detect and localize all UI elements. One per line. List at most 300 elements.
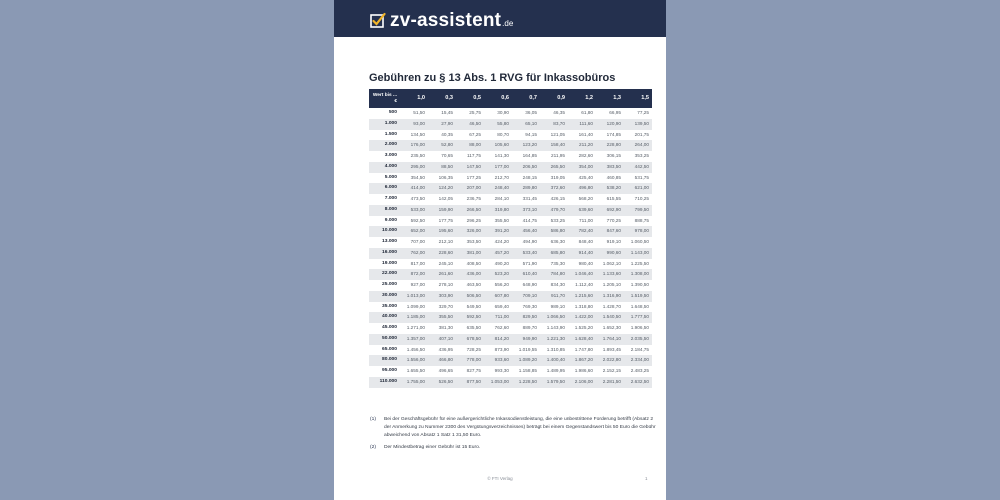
table-row (369, 205, 652, 216)
fee-cell: 326,00 (456, 226, 484, 237)
fee-cell: 212,70 (494, 174, 509, 180)
fee-cell: 571,90 (522, 260, 537, 266)
fee-cell: 490,20 (494, 260, 509, 266)
fee-cell: 105,60 (484, 140, 512, 151)
fee-cell: 70,65 (441, 153, 453, 158)
fee-cell: 88,00 (456, 140, 484, 151)
fee-cell: 174,85 (606, 131, 621, 137)
fee-cell: 1.318,80 (574, 303, 593, 309)
fee-cell: 373,10 (512, 205, 540, 216)
fee-cell: 55,80 (484, 119, 512, 130)
fee-cell: 889,70 (522, 325, 537, 330)
fee-cell: 1.143,90 (546, 325, 565, 330)
value-cell: 80.000 (369, 355, 400, 366)
brand-logo[interactable] (370, 8, 513, 30)
fee-cell: 460,85 (606, 174, 621, 180)
fee-cell: 556,20 (494, 282, 509, 287)
fee-cell: 1.986,60 (574, 368, 593, 373)
value-cell: 16.000 (369, 248, 400, 259)
fee-cell: 306,15 (606, 153, 621, 158)
column-header-rate: 1,2 (568, 89, 596, 108)
value-cell: 1.500 (384, 131, 397, 137)
fee-cell: 847,60 (596, 226, 624, 237)
column-header-rate: 0,7 (512, 89, 540, 108)
fee-cell: 319,80 (484, 205, 512, 216)
fee-cell: 1.019,55 (518, 346, 537, 352)
footnote (370, 416, 656, 440)
table-row (369, 259, 652, 270)
value-cell: 500 (388, 110, 397, 115)
fee-cell: 159,90 (428, 205, 456, 216)
fee-cell: 2.483,25 (630, 368, 649, 373)
fee-cell: 2.152,15 (602, 368, 621, 373)
fee-cell: 354,50 (410, 174, 425, 180)
fee-cell: 648,90 (522, 282, 537, 287)
table-row (369, 216, 652, 227)
fee-cell: 206,50 (512, 162, 540, 173)
fee-cell: 782,40 (568, 226, 596, 237)
table-row (369, 130, 652, 141)
table-row (369, 269, 652, 280)
fee-cell: 872,00 (400, 269, 428, 280)
fee-cell: 1.046,40 (568, 269, 596, 280)
fee-cell: 61,80 (581, 110, 593, 115)
fee-cell: 355,50 (494, 217, 509, 223)
header-bar (334, 0, 666, 37)
fee-cell: 40,35 (441, 131, 453, 137)
fee-cell: 659,40 (494, 303, 509, 309)
fee-cell: 353,50 (466, 239, 481, 244)
value-cell: 2.000 (369, 140, 400, 151)
fee-cell: 523,20 (484, 269, 512, 280)
fee-cell: 124,20 (428, 183, 456, 194)
fee-cell: 120,90 (596, 119, 624, 130)
fee-cell: 282,60 (578, 153, 593, 158)
fee-cell: 414,75 (522, 217, 537, 223)
fee-cell: 949,90 (512, 334, 540, 345)
fee-cell: 2.184,75 (630, 346, 649, 352)
fee-cell: 201,75 (634, 131, 649, 137)
fee-cell: 329,70 (438, 303, 453, 309)
fee-cell: 353,25 (634, 153, 649, 158)
fee-cell: 195,60 (428, 226, 456, 237)
fee-cell: 989,10 (550, 303, 565, 309)
table-row (369, 237, 652, 248)
fee-cell: 414,00 (400, 183, 428, 194)
fee-cell: 1.099,00 (406, 303, 425, 309)
fee-cell: 1.764,10 (596, 334, 624, 345)
fee-cell: 531,75 (634, 174, 649, 180)
fee-cell: 2.106,00 (568, 377, 596, 388)
fee-cell: 1.143,00 (624, 248, 652, 259)
table-row (369, 355, 652, 366)
fee-cell: 66,95 (609, 110, 621, 115)
fee-cell: 456,40 (512, 226, 540, 237)
fee-cell: 1.112,40 (575, 282, 593, 287)
fee-cell: 1.185,00 (400, 312, 428, 323)
fee-cell: 707,00 (410, 239, 425, 244)
value-cell: 40.000 (369, 312, 400, 323)
fee-cell: 711,00 (484, 312, 512, 323)
fee-cell: 1.747,80 (574, 346, 593, 352)
fee-cell: 248,15 (522, 174, 537, 180)
table-row (369, 345, 652, 356)
fee-cell: 289,80 (512, 183, 540, 194)
fee-cell: 1.456,50 (406, 346, 425, 352)
fee-cell: 496,65 (438, 368, 453, 373)
column-header-rate: 1,5 (624, 89, 652, 108)
fee-cell: 266,50 (456, 205, 484, 216)
fee-cell: 1.556,00 (400, 355, 428, 366)
fee-cell: 1.519,50 (624, 291, 652, 302)
fee-cell: 784,80 (540, 269, 568, 280)
fee-cell: 442,50 (624, 162, 652, 173)
fee-cell: 65,10 (512, 119, 540, 130)
fee-cell: 473,50 (410, 196, 425, 201)
fee-cell: 36,05 (525, 110, 537, 115)
value-cell: 1.000 (369, 119, 400, 130)
fee-cell: 927,00 (410, 282, 425, 287)
fee-cell: 264,00 (624, 140, 652, 151)
footnote-text: Bei der Geschäftsgebühr für eine außergerichtliche Inkassodienstleistung, die eine unbestrittene Forderung betrifft (Absatz 2 der Anmerkung zu Nummer 2300 des Vergütungsverzeichnisses) beträgt bei einem Gegenstandswert bis 50 Euro die Gebühr abweichend von Absatz 1 Satz 1 31,50 Euro. (384, 417, 656, 438)
table-body (369, 108, 652, 388)
fee-cell: 134,50 (410, 131, 425, 137)
fee-cell: 1.228,50 (512, 377, 540, 388)
fee-cell: 1.316,90 (596, 291, 624, 302)
fee-cell: 236,75 (466, 196, 481, 201)
fee-cell: 2.334,00 (624, 355, 652, 366)
fee-cell: 692,90 (596, 205, 624, 216)
fee-cell: 526,50 (428, 377, 456, 388)
fee-cell: 1.060,50 (630, 239, 649, 244)
value-cell: 19.000 (382, 260, 397, 266)
fee-cell: 303,90 (428, 291, 456, 302)
fee-cell: 538,20 (596, 183, 624, 194)
fee-cell: 615,55 (606, 196, 621, 201)
value-cell: 9.000 (384, 217, 397, 223)
fee-cell: 533,00 (400, 205, 428, 216)
fee-cell: 177,75 (438, 217, 453, 223)
fee-cell: 919,10 (606, 239, 621, 244)
fee-cell: 88,50 (428, 162, 456, 173)
fee-cell: 711,00 (579, 217, 593, 223)
fee-cell: 1.648,50 (630, 303, 649, 309)
fee-cell: 829,50 (512, 312, 540, 323)
fee-cell: 814,20 (484, 334, 512, 345)
table-row (369, 173, 652, 184)
fee-cell: 25,75 (469, 110, 481, 115)
fee-cell: 121,05 (550, 131, 565, 137)
fee-cell: 1.089,20 (512, 355, 540, 366)
fee-cell: 1.579,50 (540, 377, 568, 388)
publisher-footer: © FTI Verlag (487, 476, 513, 481)
fee-cell: 383,50 (596, 162, 624, 173)
value-cell: 25.000 (382, 282, 397, 287)
fee-cell: 610,40 (512, 269, 540, 280)
fee-cell: 933,60 (484, 355, 512, 366)
table-header-row (369, 89, 652, 108)
fee-cell: 873,90 (494, 346, 509, 352)
fee-cell: 27,90 (428, 119, 456, 130)
fee-cell: 2.632,50 (624, 377, 652, 388)
fee-cell: 52,80 (428, 140, 456, 151)
fee-cell: 506,50 (456, 291, 484, 302)
fee-cell: 568,20 (578, 196, 593, 201)
fee-cell: 30,90 (497, 110, 509, 115)
fee-cell: 728,25 (466, 346, 481, 352)
fee-cell: 111,60 (568, 119, 596, 130)
fee-cell: 372,60 (540, 183, 568, 194)
fee-cell: 990,60 (596, 248, 624, 259)
fee-table (369, 89, 652, 388)
fee-cell: 607,80 (484, 291, 512, 302)
table-row (369, 334, 652, 345)
fee-cell: 1.013,00 (400, 291, 428, 302)
value-cell: 45.000 (382, 325, 397, 330)
fee-cell: 1.221,30 (540, 334, 568, 345)
value-cell: 13.000 (382, 239, 397, 244)
fee-cell: 426,15 (550, 196, 565, 201)
footnote-text: Der Mindestbetrag einer Gebühr ist 15 Euro. (384, 445, 481, 450)
fee-cell: 94,15 (525, 131, 537, 137)
fee-cell: 77,25 (637, 110, 649, 115)
fee-cell: 1.357,00 (400, 334, 428, 345)
column-header-value: Wert bis ... € (369, 89, 400, 108)
fee-cell: 235,50 (410, 153, 425, 158)
fee-cell: 296,25 (466, 217, 481, 223)
fee-cell: 1.271,00 (406, 325, 425, 330)
table-row (369, 377, 652, 388)
fee-cell: 1.652,30 (602, 325, 621, 330)
fee-cell: 2.281,50 (596, 377, 624, 388)
table-row (369, 366, 652, 377)
fee-cell: 248,40 (484, 183, 512, 194)
value-cell: 110.000 (369, 377, 400, 388)
table-row (369, 162, 652, 173)
fee-cell: 67,25 (469, 131, 481, 137)
fee-cell: 1.390,50 (630, 282, 649, 287)
fee-cell: 635,50 (466, 325, 481, 330)
fee-cell: 770,25 (606, 217, 621, 223)
fee-cell: 355,50 (428, 312, 456, 323)
fee-cell: 83,70 (540, 119, 568, 130)
fee-cell: 228,60 (428, 248, 456, 259)
fee-cell: 1.525,20 (574, 325, 593, 330)
fee-cell: 978,00 (624, 226, 652, 237)
fee-cell: 1.053,00 (484, 377, 512, 388)
fee-cell: 177,25 (466, 174, 481, 180)
value-cell: 22.000 (369, 269, 400, 280)
fee-cell: 1.205,10 (602, 282, 621, 287)
fee-cell: 177,00 (484, 162, 512, 173)
fee-cell: 228,80 (596, 140, 624, 151)
fee-cell: 834,30 (550, 282, 565, 287)
document-page (334, 0, 666, 500)
checkbox-icon (370, 12, 386, 28)
brand-tld: .de (502, 19, 514, 28)
page-number: 1 (645, 476, 648, 481)
value-cell: 10.000 (369, 226, 400, 237)
fee-cell: 709,10 (512, 291, 540, 302)
fee-cell: 407,10 (428, 334, 456, 345)
fee-cell: 139,50 (624, 119, 652, 130)
table-row (369, 323, 652, 334)
fee-cell: 877,50 (456, 377, 484, 388)
fee-cell: 621,00 (624, 183, 652, 194)
column-header-rate: 1,0 (400, 89, 428, 108)
fee-cell: 123,20 (512, 140, 540, 151)
fee-cell: 1.489,95 (546, 368, 565, 373)
fee-cell: 147,50 (456, 162, 484, 173)
fee-cell: 592,50 (410, 217, 425, 223)
column-header-rate: 0,5 (456, 89, 484, 108)
value-cell: 7.000 (384, 196, 397, 201)
fee-cell: 639,60 (568, 205, 596, 216)
value-cell: 50.000 (369, 334, 400, 345)
value-cell: 5.000 (384, 174, 397, 180)
fee-cell: 354,00 (568, 162, 596, 173)
table-row (369, 194, 652, 205)
fee-cell: 636,30 (550, 239, 565, 244)
fee-cell: 158,40 (540, 140, 568, 151)
fee-cell: 848,40 (578, 239, 593, 244)
fee-cell: 284,10 (494, 196, 509, 201)
footnote-number: (1) (370, 417, 376, 422)
value-cell: 3.000 (384, 153, 397, 158)
fee-cell: 319,05 (550, 174, 565, 180)
value-cell: 35.000 (382, 303, 397, 309)
fee-cell: 533,40 (512, 248, 540, 259)
table-row (369, 291, 652, 302)
value-cell: 95.000 (382, 368, 397, 373)
fee-cell: 1.540,50 (596, 312, 624, 323)
table-row (369, 226, 652, 237)
table-row (369, 151, 652, 162)
fee-cell: 817,00 (410, 260, 425, 266)
footnote-number: (2) (370, 445, 376, 450)
fee-cell: 424,20 (494, 239, 509, 244)
table-row (369, 302, 652, 313)
fee-cell: 1.428,70 (602, 303, 621, 309)
fee-cell: 1.215,60 (568, 291, 596, 302)
fee-cell: 212,10 (438, 239, 453, 244)
fee-cell: 425,40 (578, 174, 593, 180)
fee-cell: 1.867,20 (568, 355, 596, 366)
fee-cell: 494,90 (522, 239, 537, 244)
fee-cell: 463,50 (466, 282, 481, 287)
table-row (369, 140, 652, 151)
footnote (370, 444, 656, 452)
fee-cell: 710,25 (634, 196, 649, 201)
table-row (369, 280, 652, 291)
value-cell: 30.000 (369, 291, 400, 302)
fee-cell: 592,50 (456, 312, 484, 323)
fee-cell: 142,05 (438, 196, 453, 201)
fee-cell: 245,10 (438, 260, 453, 266)
table-row (369, 108, 652, 119)
fee-cell: 295,00 (400, 162, 428, 173)
fee-cell: 211,95 (551, 153, 565, 158)
fee-cell: 1.906,50 (630, 325, 649, 330)
fee-cell: 1.308,00 (624, 269, 652, 280)
fee-cell: 1.755,00 (400, 377, 428, 388)
fee-cell: 827,75 (466, 368, 481, 373)
fee-cell: 778,00 (456, 355, 484, 366)
fee-cell: 141,30 (494, 153, 509, 158)
fee-cell: 762,60 (494, 325, 509, 330)
fee-cell: 479,70 (540, 205, 568, 216)
fee-cell: 265,50 (540, 162, 568, 173)
value-cell: 65.000 (382, 346, 397, 352)
footnotes (370, 416, 656, 456)
fee-cell: 261,60 (428, 269, 456, 280)
fee-cell: 436,95 (438, 346, 453, 352)
value-cell: 6.000 (369, 183, 400, 194)
fee-cell: 1.310,85 (546, 346, 565, 352)
fee-cell: 331,45 (522, 196, 537, 201)
fee-cell: 1.400,40 (540, 355, 568, 366)
value-cell: 8.000 (369, 205, 400, 216)
fee-cell: 93,00 (400, 119, 428, 130)
fee-cell: 408,50 (466, 260, 481, 266)
fee-cell: 1.422,00 (568, 312, 596, 323)
table-row (369, 183, 652, 194)
fee-cell: 176,00 (400, 140, 428, 151)
table-row (369, 312, 652, 323)
fee-cell: 278,10 (438, 282, 453, 287)
fee-cell: 457,20 (484, 248, 512, 259)
fee-cell: 1.777,50 (624, 312, 652, 323)
fee-cell: 381,30 (438, 325, 453, 330)
fee-cell: 685,80 (540, 248, 568, 259)
fee-cell: 993,30 (494, 368, 509, 373)
fee-cell: 549,50 (466, 303, 481, 309)
fee-cell: 46,35 (553, 110, 565, 115)
fee-cell: 911,70 (540, 291, 568, 302)
fee-cell: 117,75 (467, 153, 481, 158)
fee-cell: 769,30 (522, 303, 537, 309)
fee-cell: 496,80 (568, 183, 596, 194)
fee-cell: 1.628,40 (568, 334, 596, 345)
fee-cell: 164,85 (522, 153, 537, 158)
fee-cell: 1.066,50 (540, 312, 568, 323)
fee-cell: 533,25 (550, 217, 565, 223)
fee-cell: 735,30 (550, 260, 565, 266)
fee-cell: 1.133,60 (596, 269, 624, 280)
fee-cell: 381,00 (456, 248, 484, 259)
fee-cell: 15,45 (441, 110, 453, 115)
fee-cell: 762,00 (400, 248, 428, 259)
fee-cell: 914,40 (568, 248, 596, 259)
column-header-rate: 1,3 (596, 89, 624, 108)
column-header-rate: 0,3 (428, 89, 456, 108)
fee-cell: 436,00 (456, 269, 484, 280)
fee-cell: 1.893,45 (602, 346, 621, 352)
fee-cell: 391,20 (484, 226, 512, 237)
fee-cell: 80,70 (497, 131, 509, 137)
fee-cell: 2.022,80 (596, 355, 624, 366)
fee-cell: 652,00 (400, 226, 428, 237)
column-header-rate: 0,9 (540, 89, 568, 108)
page-title: Gebühren zu § 13 Abs. 1 RVG für Inkassobüros (369, 72, 616, 84)
fee-cell: 980,40 (578, 260, 593, 266)
brand-name: zv-assistent (390, 10, 502, 31)
fee-cell: 46,50 (456, 119, 484, 130)
fee-cell: 1.225,50 (630, 260, 649, 266)
column-header-rate: 0,6 (484, 89, 512, 108)
table-row (369, 248, 652, 259)
fee-cell: 2.035,50 (624, 334, 652, 345)
